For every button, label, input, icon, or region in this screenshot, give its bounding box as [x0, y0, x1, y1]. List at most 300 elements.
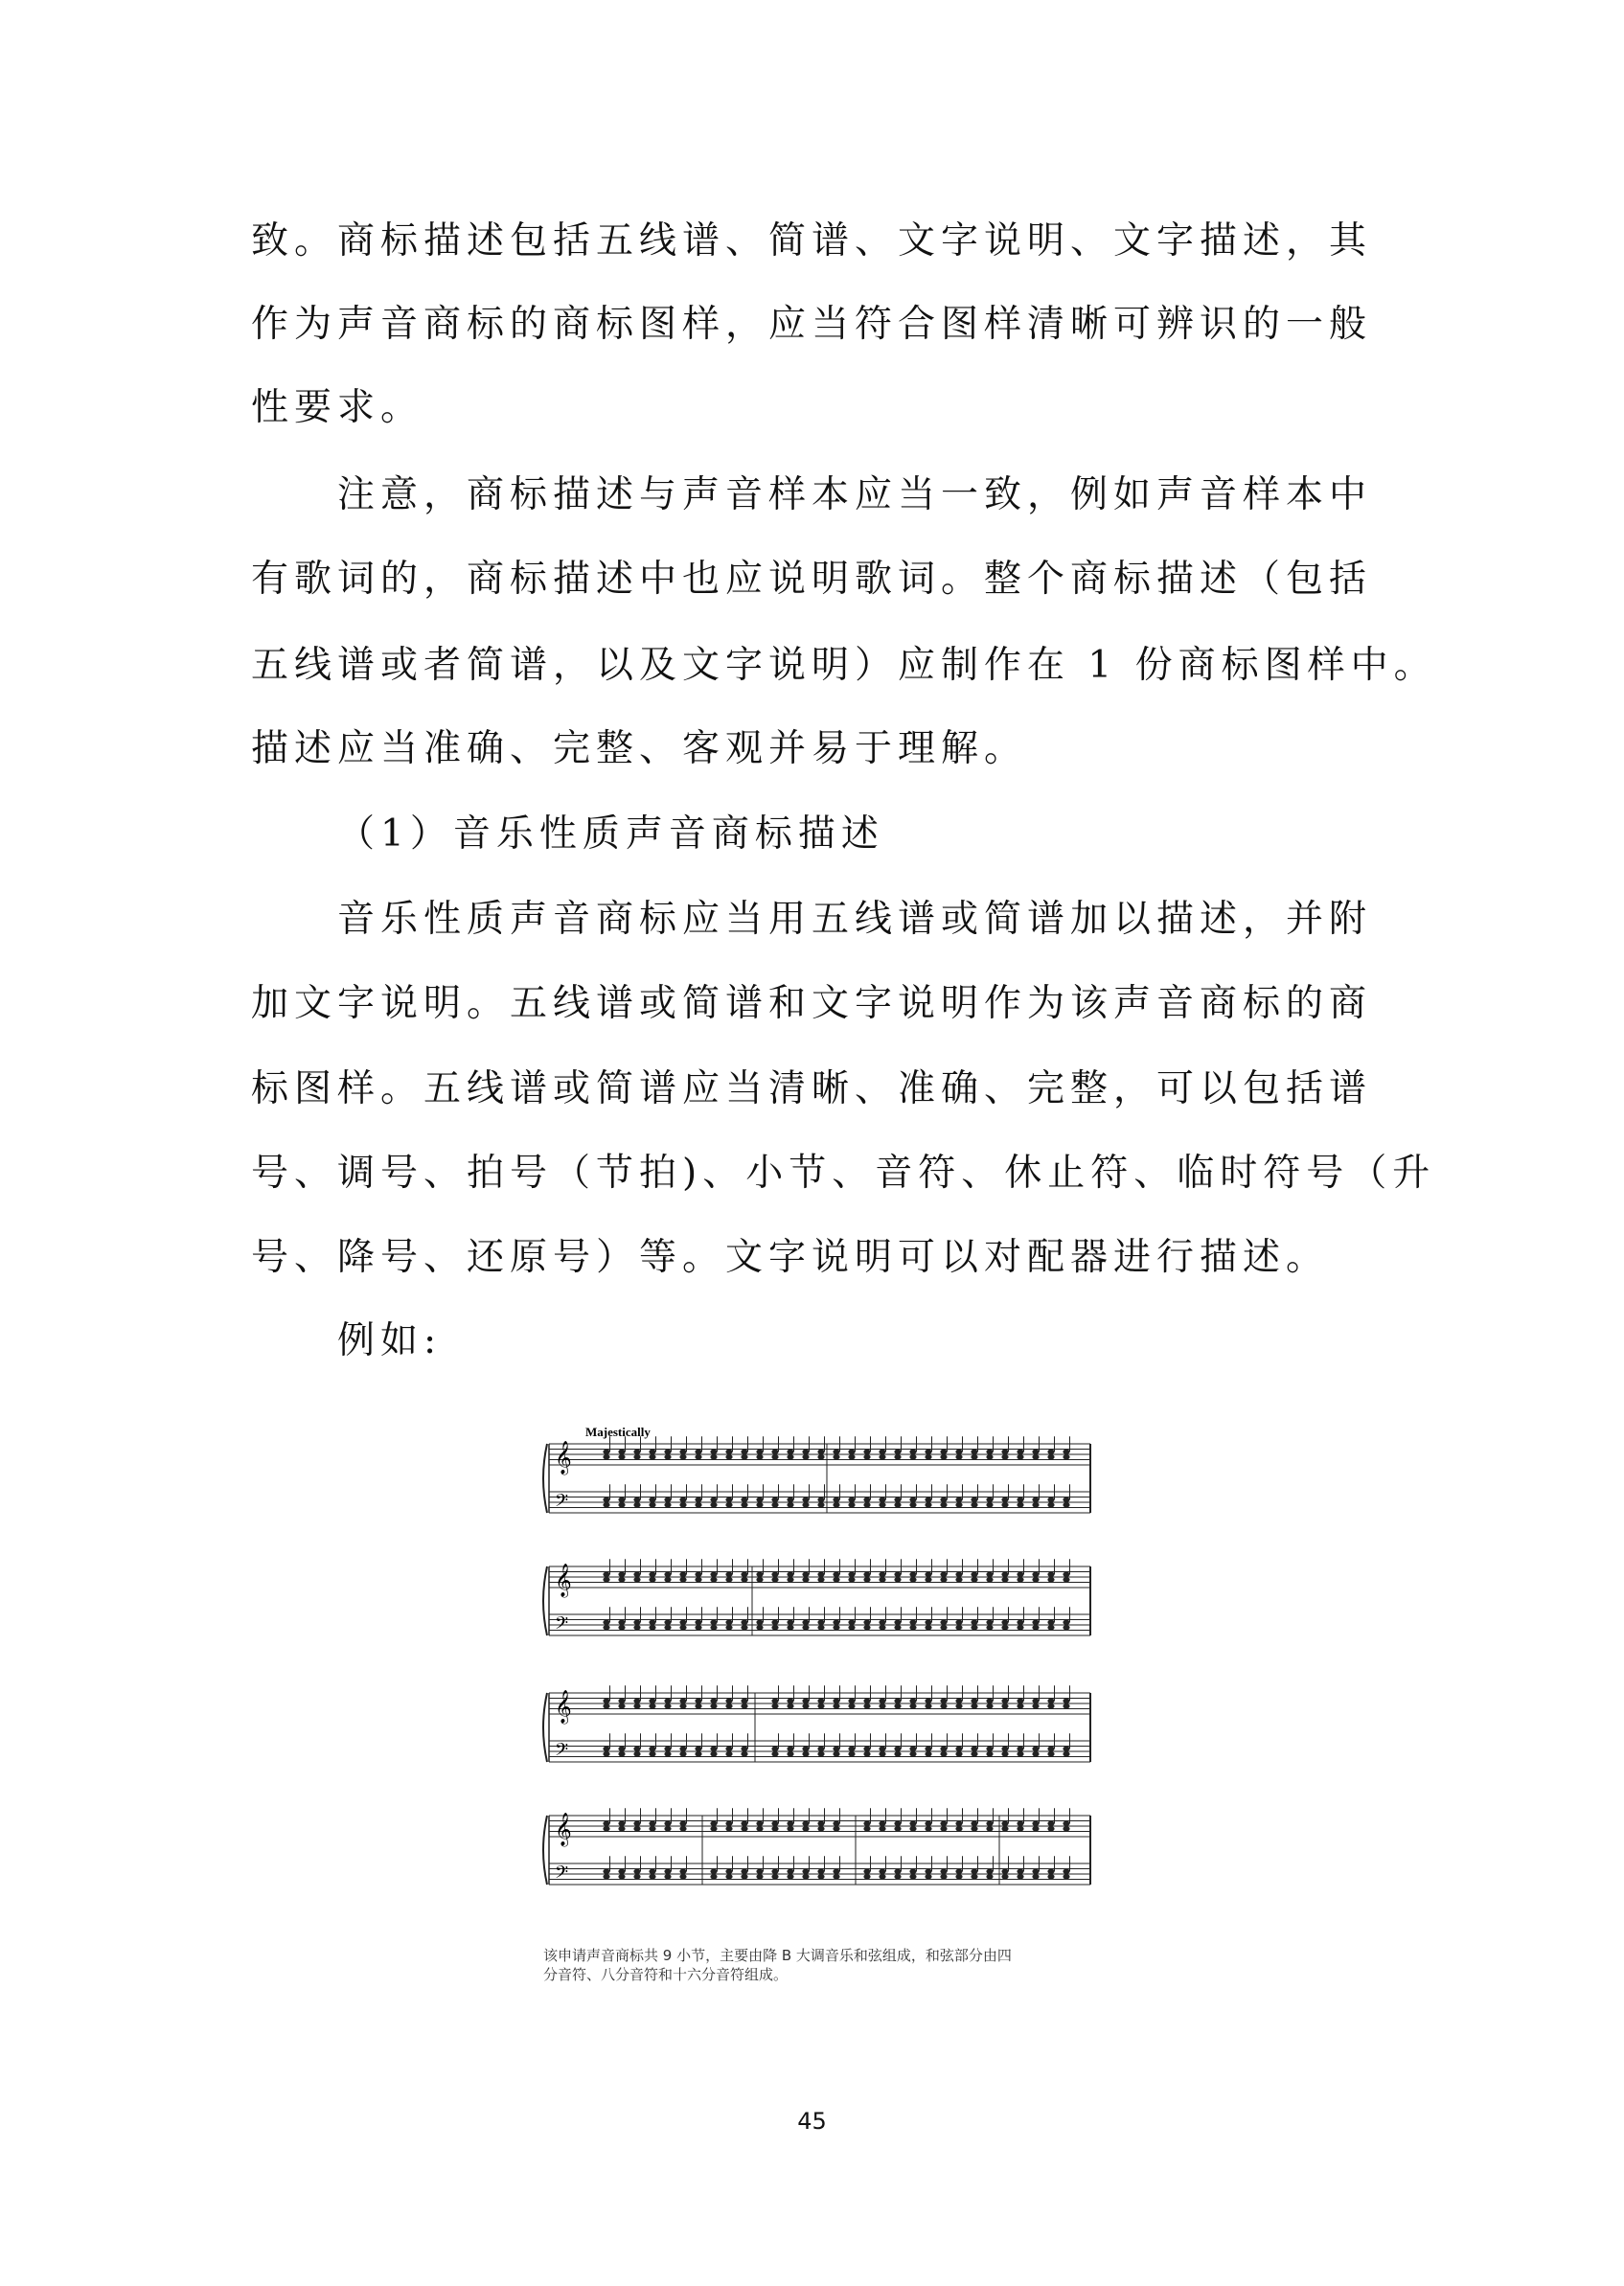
note-head: [1001, 1577, 1008, 1582]
note-head: [894, 1625, 901, 1630]
note-head: [741, 1502, 747, 1507]
note-head: [879, 1874, 885, 1879]
note-head: [649, 1703, 655, 1708]
note-head: [863, 1450, 870, 1454]
note-head: [863, 1703, 870, 1708]
note-head: [955, 1450, 962, 1454]
note-head: [618, 1454, 625, 1459]
note-head: [771, 1497, 778, 1502]
note-head: [1001, 1620, 1008, 1625]
note-head: [986, 1620, 993, 1625]
note-head: [940, 1502, 947, 1507]
note-head: [633, 1751, 640, 1756]
note-head: [940, 1497, 947, 1502]
note-head: [787, 1450, 793, 1454]
note-head: [863, 1869, 870, 1874]
note-head: [879, 1869, 885, 1874]
note-head: [664, 1826, 671, 1831]
note-head: [756, 1620, 763, 1625]
note-head: [863, 1751, 870, 1756]
note-head: [1047, 1703, 1054, 1708]
note-head: [664, 1497, 671, 1502]
note-head: [649, 1620, 655, 1625]
note-head: [833, 1874, 839, 1879]
note-head: [1001, 1703, 1008, 1708]
note-head: [971, 1747, 977, 1751]
note-head: [618, 1572, 625, 1577]
note-head: [664, 1703, 671, 1708]
note-head: [1017, 1577, 1023, 1582]
note-head: [1063, 1620, 1069, 1625]
note-head: [1032, 1826, 1039, 1831]
note-head: [603, 1826, 609, 1831]
note-head: [633, 1874, 640, 1879]
note-head: [955, 1625, 962, 1630]
note-head: [925, 1620, 931, 1625]
note-head: [833, 1703, 839, 1708]
note-head: [618, 1502, 625, 1507]
note-head: [986, 1821, 993, 1826]
note-head: [817, 1454, 824, 1459]
note-head: [925, 1497, 931, 1502]
note-head: [971, 1450, 977, 1454]
note-head: [802, 1572, 809, 1577]
note-head: [986, 1497, 993, 1502]
note-head: [771, 1450, 778, 1454]
note-head: [787, 1620, 793, 1625]
note-head: [1047, 1699, 1054, 1703]
note-head: [925, 1625, 931, 1630]
note-head: [725, 1747, 732, 1751]
note-head: [879, 1747, 885, 1751]
note-head: [618, 1751, 625, 1756]
note-head: [695, 1572, 701, 1577]
note-head: [833, 1826, 839, 1831]
note-head: [603, 1747, 609, 1751]
note-head: [1032, 1497, 1039, 1502]
text-line: 作为声音商标的商标图样，应当符合图样清晰可辨识的一般: [251, 303, 1373, 346]
note-head: [1017, 1821, 1023, 1826]
note-head: [848, 1703, 855, 1708]
note-head: [710, 1821, 717, 1826]
note-head: [879, 1577, 885, 1582]
note-head: [833, 1454, 839, 1459]
treble-clef-icon: 𝄞: [555, 1441, 572, 1474]
note-head: [710, 1502, 717, 1507]
note-head: [971, 1699, 977, 1703]
note-head: [848, 1620, 855, 1625]
note-head: [986, 1577, 993, 1582]
note-head: [1047, 1821, 1054, 1826]
note-head: [1001, 1869, 1008, 1874]
note-head: [909, 1751, 916, 1756]
note-head: [725, 1625, 732, 1630]
note-head: [909, 1869, 916, 1874]
note-head: [863, 1826, 870, 1831]
note-head: [848, 1625, 855, 1630]
note-head: [1047, 1502, 1054, 1507]
note-head: [879, 1572, 885, 1577]
note-head: [741, 1625, 747, 1630]
note-head: [787, 1874, 793, 1879]
note-head: [940, 1874, 947, 1879]
note-head: [909, 1699, 916, 1703]
note-head: [817, 1869, 824, 1874]
note-head: [1032, 1625, 1039, 1630]
note-head: [1047, 1747, 1054, 1751]
note-head: [787, 1703, 793, 1708]
note-head: [725, 1699, 732, 1703]
note-head: [787, 1625, 793, 1630]
bass-clef-icon: 𝄢: [555, 1613, 569, 1638]
note-head: [695, 1747, 701, 1751]
note-head: [879, 1703, 885, 1708]
note-head: [863, 1497, 870, 1502]
note-head: [741, 1703, 747, 1708]
note-head: [802, 1747, 809, 1751]
note-head: [986, 1826, 993, 1831]
note-head: [1032, 1577, 1039, 1582]
note-head: [940, 1450, 947, 1454]
note-head: [909, 1620, 916, 1625]
text-line: 音乐性质声音商标应当用五线谱或简谱加以描述，并附: [337, 898, 1373, 941]
note-head: [1063, 1497, 1069, 1502]
note-head: [848, 1572, 855, 1577]
note-head: [649, 1747, 655, 1751]
note-head: [894, 1620, 901, 1625]
note-head: [833, 1699, 839, 1703]
note-head: [725, 1821, 732, 1826]
note-head: [1047, 1625, 1054, 1630]
note-head: [787, 1826, 793, 1831]
note-head: [664, 1620, 671, 1625]
note-head: [771, 1751, 778, 1756]
note-head: [833, 1497, 839, 1502]
note-head: [756, 1826, 763, 1831]
note-head: [787, 1751, 793, 1756]
note-head: [1017, 1703, 1023, 1708]
score-caption-line: 该申请声音商标共 9 小节，主要由降 B 大调音乐和弦组成，和弦部分由四: [543, 1947, 1012, 1964]
note-head: [1063, 1502, 1069, 1507]
note-head: [679, 1821, 686, 1826]
text-line: 描述应当准确、完整、客观并易于理解。: [251, 727, 1028, 770]
note-head: [787, 1497, 793, 1502]
note-head: [802, 1497, 809, 1502]
note-head: [787, 1747, 793, 1751]
note-head: [741, 1821, 747, 1826]
example-label: 例如:: [337, 1319, 443, 1362]
note-head: [879, 1625, 885, 1630]
note-head: [649, 1454, 655, 1459]
note-head: [879, 1751, 885, 1756]
note-head: [986, 1751, 993, 1756]
note-head: [802, 1751, 809, 1756]
note-head: [741, 1572, 747, 1577]
note-head: [925, 1577, 931, 1582]
note-head: [1001, 1497, 1008, 1502]
note-head: [725, 1874, 732, 1879]
note-head: [633, 1502, 640, 1507]
note-head: [1063, 1826, 1069, 1831]
note-head: [649, 1699, 655, 1703]
note-head: [1047, 1497, 1054, 1502]
note-head: [649, 1869, 655, 1874]
text-line: 五线谱或者简谱，以及文字说明）应制作在 1 份商标图样中。: [251, 644, 1437, 687]
note-head: [633, 1821, 640, 1826]
note-head: [725, 1869, 732, 1874]
note-head: [817, 1747, 824, 1751]
note-head: [971, 1577, 977, 1582]
note-head: [603, 1703, 609, 1708]
note-head: [679, 1747, 686, 1751]
note-head: [649, 1751, 655, 1756]
note-head: [1032, 1699, 1039, 1703]
note-head: [802, 1454, 809, 1459]
brace-icon: [543, 1566, 547, 1635]
note-head: [833, 1751, 839, 1756]
note-head: [1032, 1454, 1039, 1459]
note-head: [955, 1502, 962, 1507]
note-head: [894, 1450, 901, 1454]
note-head: [1001, 1874, 1008, 1879]
note-head: [710, 1620, 717, 1625]
note-head: [971, 1572, 977, 1577]
note-head: [756, 1572, 763, 1577]
brace-icon: [543, 1693, 547, 1762]
note-head: [909, 1502, 916, 1507]
note-head: [725, 1502, 732, 1507]
note-head: [710, 1699, 717, 1703]
note-head: [1001, 1572, 1008, 1577]
note-head: [925, 1450, 931, 1454]
note-head: [618, 1826, 625, 1831]
note-head: [1017, 1502, 1023, 1507]
note-head: [894, 1826, 901, 1831]
note-head: [986, 1502, 993, 1507]
note-head: [787, 1454, 793, 1459]
note-head: [925, 1869, 931, 1874]
note-head: [940, 1577, 947, 1582]
note-head: [633, 1625, 640, 1630]
note-head: [618, 1450, 625, 1454]
note-head: [633, 1497, 640, 1502]
note-head: [1032, 1751, 1039, 1756]
music-score-figure: [539, 1423, 1105, 1935]
note-head: [1063, 1821, 1069, 1826]
note-head: [1032, 1450, 1039, 1454]
note-head: [649, 1874, 655, 1879]
note-head: [741, 1699, 747, 1703]
text-line: 号、降号、还原号）等。文字说明可以对配器进行描述。: [251, 1236, 1330, 1279]
note-head: [863, 1625, 870, 1630]
note-head: [633, 1699, 640, 1703]
note-head: [1017, 1497, 1023, 1502]
note-head: [664, 1450, 671, 1454]
note-head: [695, 1502, 701, 1507]
note-head: [710, 1747, 717, 1751]
note-head: [787, 1577, 793, 1582]
note-head: [649, 1821, 655, 1826]
text-line: 加文字说明。五线谱或简谱和文字说明作为该声音商标的商: [251, 982, 1373, 1025]
note-head: [955, 1826, 962, 1831]
note-head: [725, 1703, 732, 1708]
note-head: [940, 1751, 947, 1756]
note-head: [833, 1572, 839, 1577]
note-head: [710, 1869, 717, 1874]
note-head: [1063, 1869, 1069, 1874]
note-head: [863, 1874, 870, 1879]
note-head: [603, 1874, 609, 1879]
note-head: [1032, 1572, 1039, 1577]
note-head: [817, 1703, 824, 1708]
note-head: [863, 1699, 870, 1703]
note-head: [894, 1747, 901, 1751]
note-head: [909, 1577, 916, 1582]
note-head: [603, 1454, 609, 1459]
note-head: [1001, 1699, 1008, 1703]
note-head: [848, 1577, 855, 1582]
note-head: [603, 1497, 609, 1502]
note-head: [679, 1502, 686, 1507]
note-head: [802, 1821, 809, 1826]
note-head: [741, 1497, 747, 1502]
note-head: [771, 1869, 778, 1874]
note-head: [603, 1625, 609, 1630]
note-head: [940, 1747, 947, 1751]
text-line: 性要求。: [251, 386, 424, 429]
note-head: [710, 1703, 717, 1708]
note-head: [802, 1577, 809, 1582]
note-head: [863, 1577, 870, 1582]
note-head: [603, 1751, 609, 1756]
note-head: [863, 1572, 870, 1577]
note-head: [725, 1577, 732, 1582]
bass-clef-icon: 𝄢: [555, 1740, 569, 1765]
note-head: [1032, 1874, 1039, 1879]
note-head: [618, 1620, 625, 1625]
note-head: [1001, 1502, 1008, 1507]
note-head: [925, 1502, 931, 1507]
note-head: [863, 1454, 870, 1459]
note-head: [679, 1454, 686, 1459]
note-head: [848, 1502, 855, 1507]
note-head: [802, 1869, 809, 1874]
note-head: [664, 1751, 671, 1756]
note-head: [817, 1826, 824, 1831]
note-head: [909, 1497, 916, 1502]
note-head: [603, 1450, 609, 1454]
note-head: [771, 1747, 778, 1751]
note-head: [986, 1572, 993, 1577]
note-head: [787, 1699, 793, 1703]
note-head: [649, 1502, 655, 1507]
note-head: [879, 1826, 885, 1831]
note-head: [971, 1826, 977, 1831]
note-head: [695, 1450, 701, 1454]
note-head: [741, 1751, 747, 1756]
note-head: [710, 1454, 717, 1459]
note-head: [986, 1703, 993, 1708]
note-head: [894, 1502, 901, 1507]
note-head: [1017, 1620, 1023, 1625]
note-head: [817, 1502, 824, 1507]
note-head: [710, 1577, 717, 1582]
note-head: [817, 1874, 824, 1879]
note-head: [940, 1821, 947, 1826]
note-head: [1001, 1454, 1008, 1459]
note-head: [894, 1869, 901, 1874]
note-head: [925, 1454, 931, 1459]
note-head: [1032, 1620, 1039, 1625]
note-head: [971, 1625, 977, 1630]
note-head: [802, 1625, 809, 1630]
note-head: [603, 1821, 609, 1826]
note-head: [940, 1625, 947, 1630]
note-head: [1047, 1450, 1054, 1454]
note-head: [771, 1454, 778, 1459]
note-head: [1047, 1826, 1054, 1831]
note-head: [1047, 1572, 1054, 1577]
note-head: [603, 1502, 609, 1507]
note-head: [955, 1703, 962, 1708]
note-head: [618, 1747, 625, 1751]
note-head: [925, 1874, 931, 1879]
note-head: [679, 1450, 686, 1454]
note-head: [725, 1497, 732, 1502]
note-head: [633, 1747, 640, 1751]
note-head: [695, 1620, 701, 1625]
page-number: 45: [797, 2108, 827, 2135]
note-head: [802, 1620, 809, 1625]
note-head: [940, 1869, 947, 1874]
note-head: [664, 1577, 671, 1582]
note-head: [955, 1454, 962, 1459]
note-head: [955, 1497, 962, 1502]
note-head: [817, 1620, 824, 1625]
note-head: [603, 1869, 609, 1874]
note-head: [879, 1450, 885, 1454]
note-head: [756, 1821, 763, 1826]
treble-clef-icon: 𝄞: [555, 1690, 572, 1724]
note-head: [802, 1502, 809, 1507]
note-head: [1001, 1821, 1008, 1826]
note-head: [679, 1572, 686, 1577]
note-head: [971, 1703, 977, 1708]
note-head: [756, 1497, 763, 1502]
note-head: [618, 1699, 625, 1703]
treble-clef-icon: 𝄞: [555, 1564, 572, 1597]
note-head: [741, 1620, 747, 1625]
note-head: [909, 1572, 916, 1577]
note-head: [618, 1874, 625, 1879]
note-head: [1017, 1751, 1023, 1756]
note-head: [971, 1869, 977, 1874]
note-head: [1063, 1454, 1069, 1459]
note-head: [909, 1454, 916, 1459]
note-head: [863, 1502, 870, 1507]
note-head: [664, 1454, 671, 1459]
note-head: [894, 1497, 901, 1502]
note-head: [925, 1572, 931, 1577]
note-head: [955, 1577, 962, 1582]
note-head: [1017, 1699, 1023, 1703]
note-head: [879, 1497, 885, 1502]
note-head: [664, 1869, 671, 1874]
note-head: [848, 1497, 855, 1502]
note-head: [1047, 1751, 1054, 1756]
note-head: [679, 1699, 686, 1703]
note-head: [1017, 1625, 1023, 1630]
